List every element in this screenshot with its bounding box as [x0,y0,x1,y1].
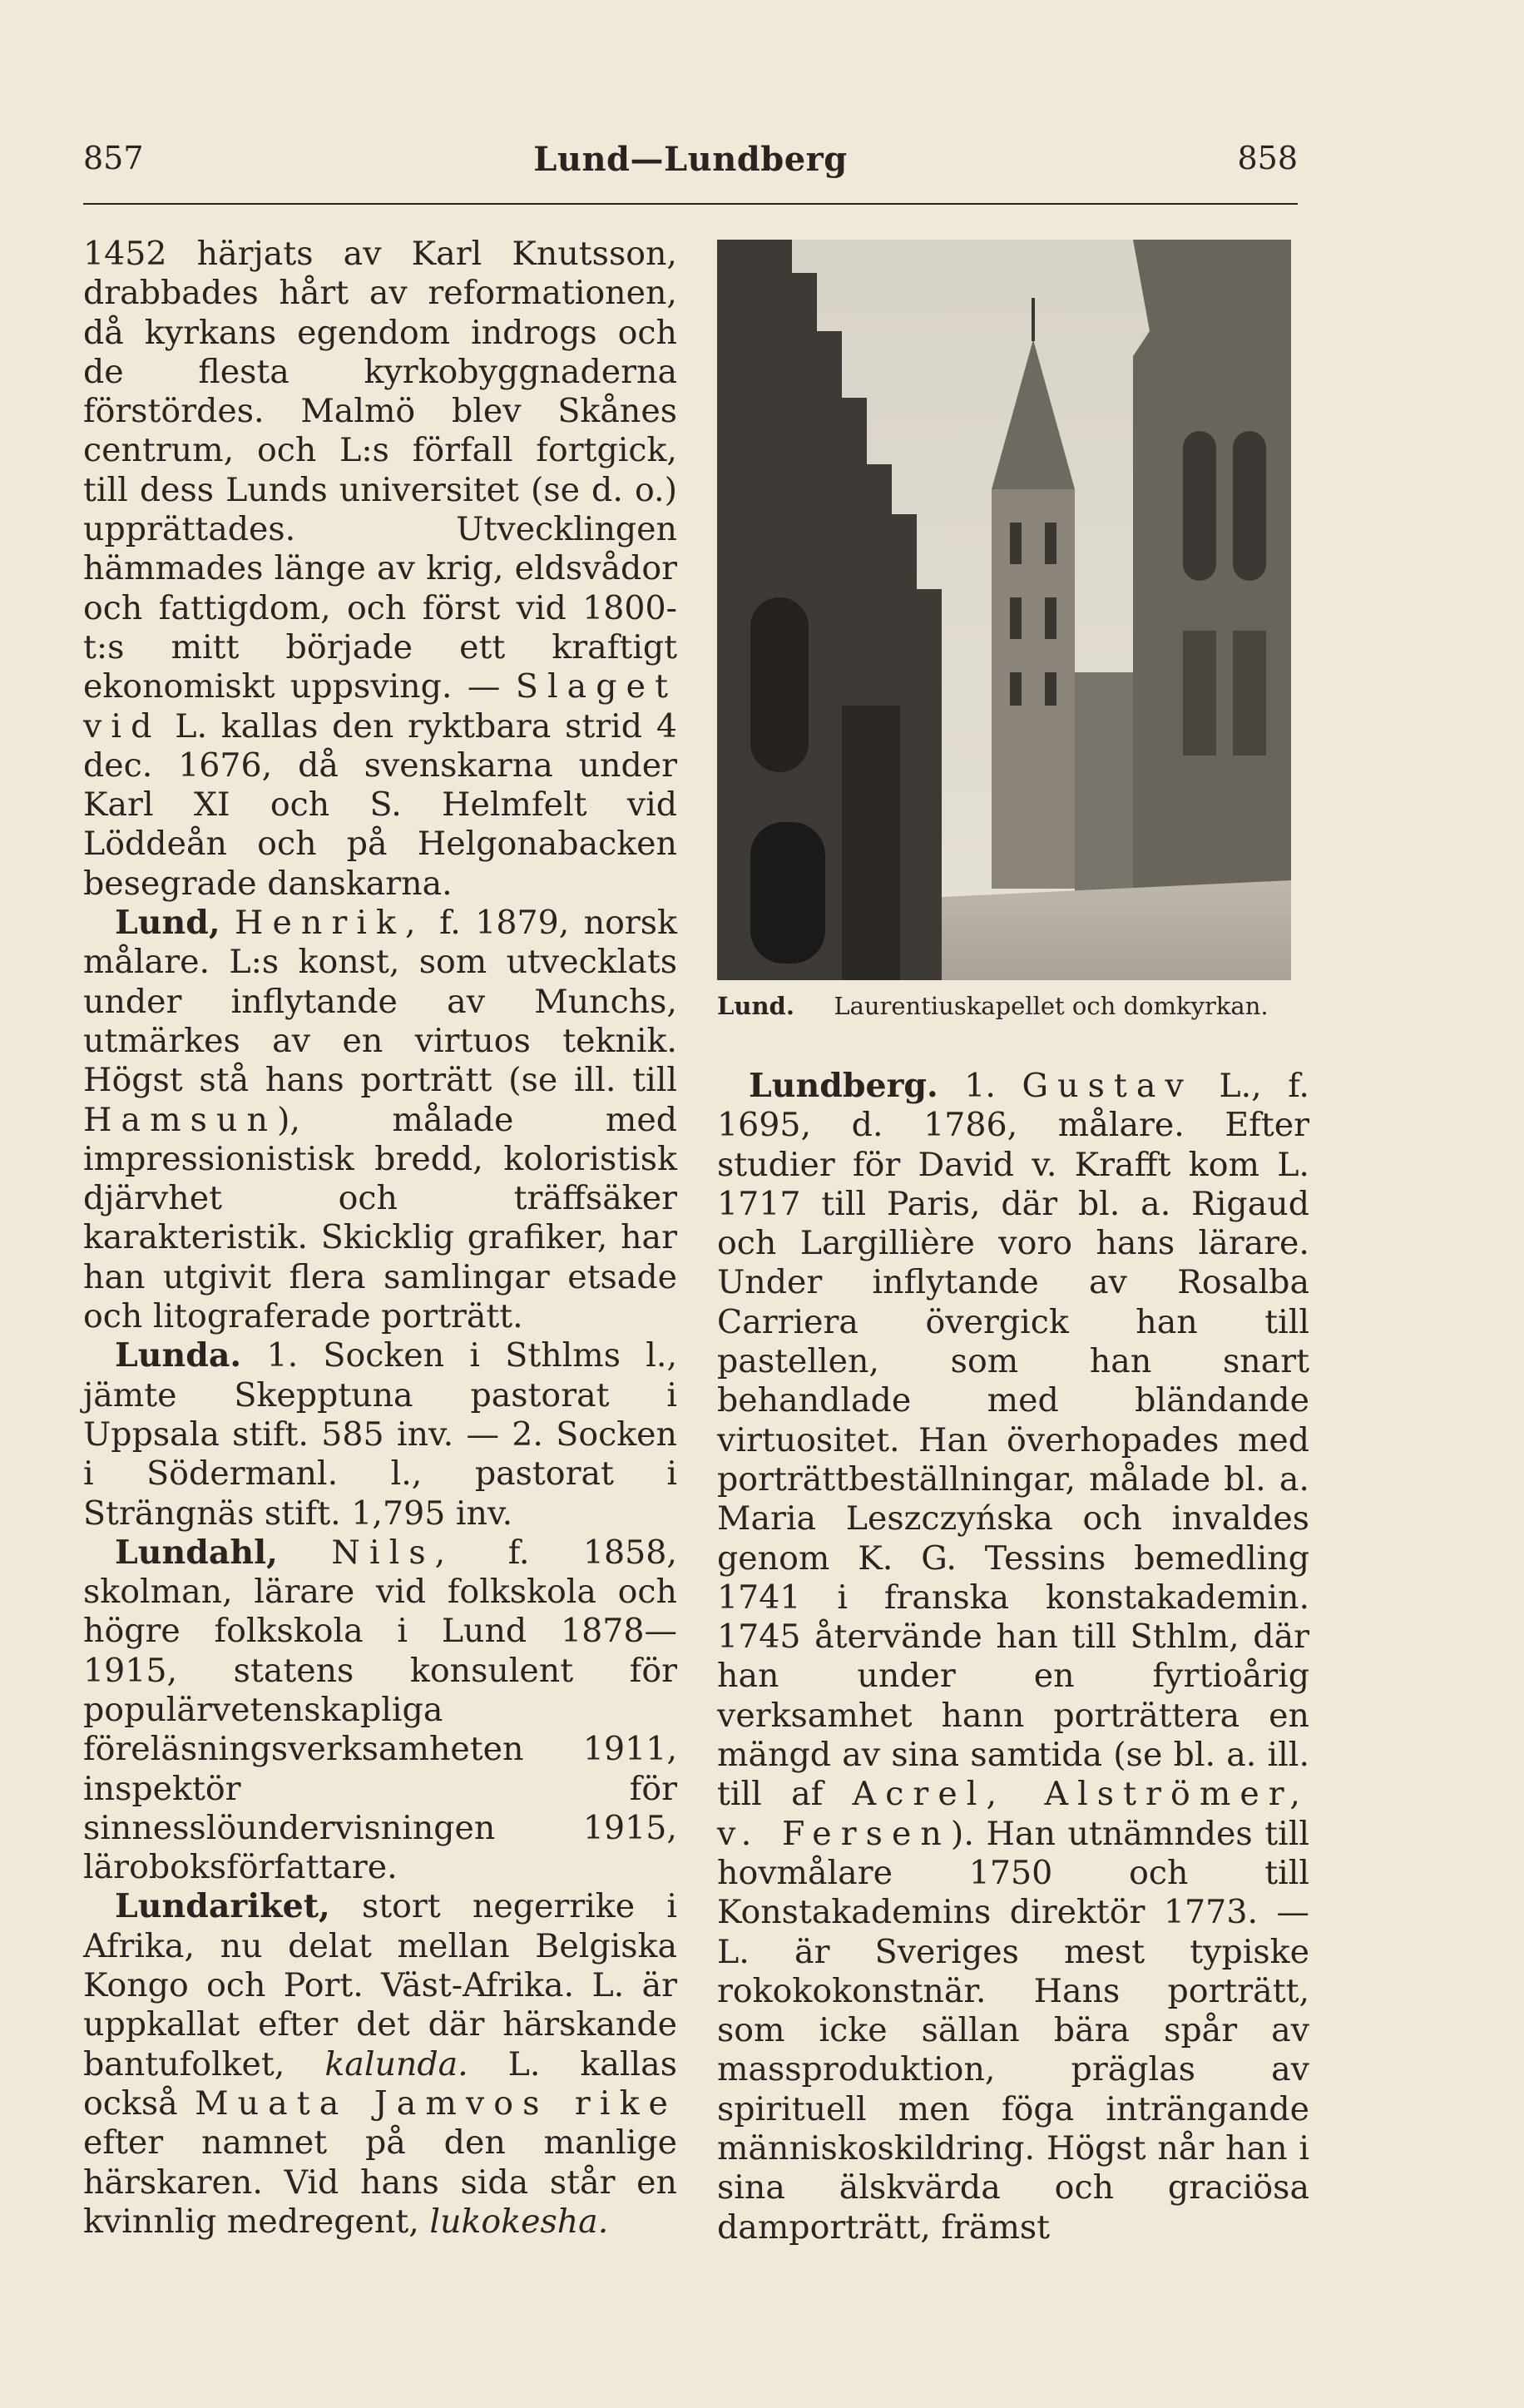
entry-lund-henrik: Lund, Henrik, f. 1879, norsk målare. L:s konst, som utvecklats under inflytande av Munchs, utmärkes av en virtuos teknik. Högst stå hans porträtt (se ill. till Hamsun), målade med impressionistisk bredd, koloristisk djärvhet och träffsäker karakteristik. Skicklig grafiker, har han utgivit flera samlingar etsade och litograferade porträtt. [83,904,677,1336]
headword: Lund, [115,904,220,943]
spaced-name: Gustav [1022,1067,1193,1105]
spaced-name: Henrik, [234,904,425,943]
caption-lead: Lund. [717,992,794,1020]
cross-references: Acrel, Alströmer, v. Fersen [717,1775,1309,1853]
cathedral-illustration [717,240,1291,980]
spaced-term: Muata Jamvos rike [195,2083,677,2123]
headword: Lundariket, [115,1887,330,1926]
entry-lundahl: Lundahl, Nils, f. 1858, skolman, lärare vid folkskola och högre folkskola i Lund 1878—1915, statens konsulent för populärvetenskapliga föreläsningsverksamheten 1911, inspektör för sinnesslöundervisningen 1915, läroboksförfattare. [83,1533,677,1887]
italic-term: kalunda. [324,2044,468,2083]
page-number-left: 857 [83,140,144,176]
spaced-name: Nils, [331,1533,455,1572]
headword: Lunda. [115,1336,242,1375]
cross-reference: Hamsun [83,1100,277,1139]
continued-paragraph: 1452 härjats av Karl Knutsson, drabbades hårt av reformationen, då kyrkans egendom indrogs och de flesta kyrkobyggnaderna förstördes. Malmö blev Skånes centrum, och L:s förfall fortgick, till dess Lunds universitet (se d. o.) upprättades. Utvecklingen hämmades länge av krig, eldsvådor och fattigdom, och först vid 1800-t:s mitt började ett kraftigt ekonomiskt uppsving. — Slaget vid L. kallas den ryktbara strid 4 dec. 1676, då svenskarna under Karl XI och S. Helmfelt vid Löddeån och på Helgonabacken besegrade danskarna. [83,235,677,903]
header-rule [83,203,1298,205]
caption-text: Laurentiuskapellet och domkyrkan. [834,992,1269,1020]
entry-lundariket: Lundariket, stort negerrike i Afrika, nu delat mellan Belgiska Kongo och Port. Väst-Afrika. L. är uppkallat efter det där härskande bantufolket, kalunda. L. kallas också Muata Jamvos rike efter namnet på den manlige härskaren. Vid hans sida står en kvinnlig medregent, lukokesha. [83,1887,677,2241]
photo-caption [717,992,1308,1020]
spaced-term: Slaget vid [83,667,677,746]
photo-lund-cathedral [717,240,1291,980]
page-number-right: 858 [1237,140,1298,176]
italic-term: lukokesha. [429,2202,609,2241]
left-column [83,235,677,2242]
entry-lunda: Lunda. 1. Socken i Sthlms l., jämte Skepptuna pastorat i Uppsala stift. 585 inv. — 2. Socken i Södermanl. l., pastorat i Strängnäs stift. 1,795 inv. [83,1336,677,1533]
entry-lundberg-gustav: Lundberg. 1. Gustav L., f. 1695, d. 1786, målare. Efter studier för David v. Krafft kom L. 1717 till Paris, där bl. a. Rigaud och Largillière voro hans lärare. Under inflytande av Rosalba Carriera övergick han till pastellen, som han snart behandlade med bländande virtuositet. Han överhopades med porträttbeställningar, målade bl. a. Maria Leszczyńska och invaldes genom K. G. Tessins bemedling 1741 i franska konstakademin. 1745 återvände han till Sthlm, där han under en fyrtioårig verksamhet hann porträttera en mängd av sina samtida (se bl. a. ill. till af Acrel, Alströmer, v. Fersen). Han utnämndes till hovmålare 1750 och till Konstakademins direktör 1773. — L. är Sveriges mest typiske rokokokonstnär. Hans porträtt, som icke sällan bära spår av massproduktion, präglas av spirituell men föga inträngande människoskildring. Högst når han i sina älskvärda och graciösa damporträtt, främst [717,1067,1309,2247]
headword: Lundahl, [115,1533,278,1572]
headword: Lundberg. [749,1067,938,1105]
running-header: Lund—Lundberg [533,140,848,179]
right-column [717,1067,1309,2247]
